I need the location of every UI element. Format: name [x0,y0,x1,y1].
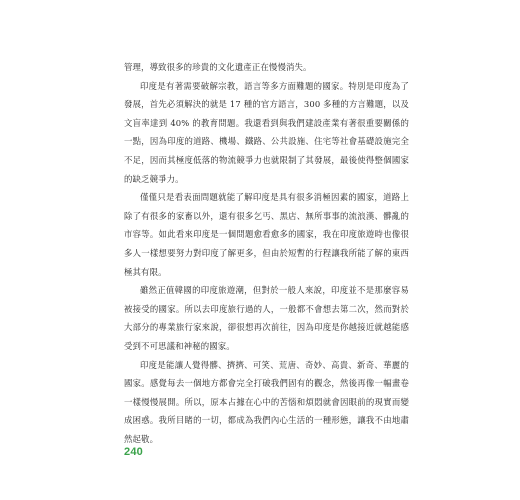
page-number: 240 [124,446,143,458]
paragraph-2: 印度是有著需要破解宗教，語言等多方面難題的國家。特別是印度為了發展，首先必須解決的就是 17 種的官方語言，300 多種的方言難題，以及文盲率達到 40% 的教育問題。我還看到與我們建設產業有著很重要關係的一點，因為印度的道路、機場、鐵路、公共設施、住宅等社會基礎設施完全不足，因而其極度低落的物流競爭力也就限制了其發展，最後使得整個國家的缺乏競爭力。 [124,80,409,184]
paragraph-4: 雖然正值韓國的印度旅遊潮，但對於一般人來說，印度並不是那麼容易被接受的國家。所以去印度旅行過的人，一般都不會想去第二次，然而對於大部分的專業旅行家來說，卻很想再次前往，因為印度是你越接近就越能感受到不可思議和神秘的國家。 [124,285,409,351]
page-body [124,58,409,448]
paragraph-1: 管理，導致很多的珍貴的文化遺產正在慢慢消失。 [124,62,312,72]
paragraph-5: 印度是能讓人覺得髒、擠擠、可笑、荒唐、奇妙、高貴、新奇、華麗的國家。感覺每去一個地方都會完全打破我們固有的觀念，然後再像一幅畫卷一樣慢慢展開。所以，原本占據在心中的苦惱和煩悶就會因眼前的現實而變成困惑。我所目睹的一切，都成為我們內心生活的一種形態，讓我不由地肅然起敬。 [124,359,409,444]
paragraph-3: 僅僅只是看表面問題就能了解印度是具有很多消極因素的國家，道路上除了有很多的家畜以外，還有很多乞丐、黑店、無所事事的流浪漢、髒亂的市容等。如此看來印度是一個問題愈看愈多的國家，我在印度旅遊時也像很多人一樣想要努力對印度了解更多，但由於短暫的行程讓我所能了解的東西極其有限。 [124,192,409,277]
